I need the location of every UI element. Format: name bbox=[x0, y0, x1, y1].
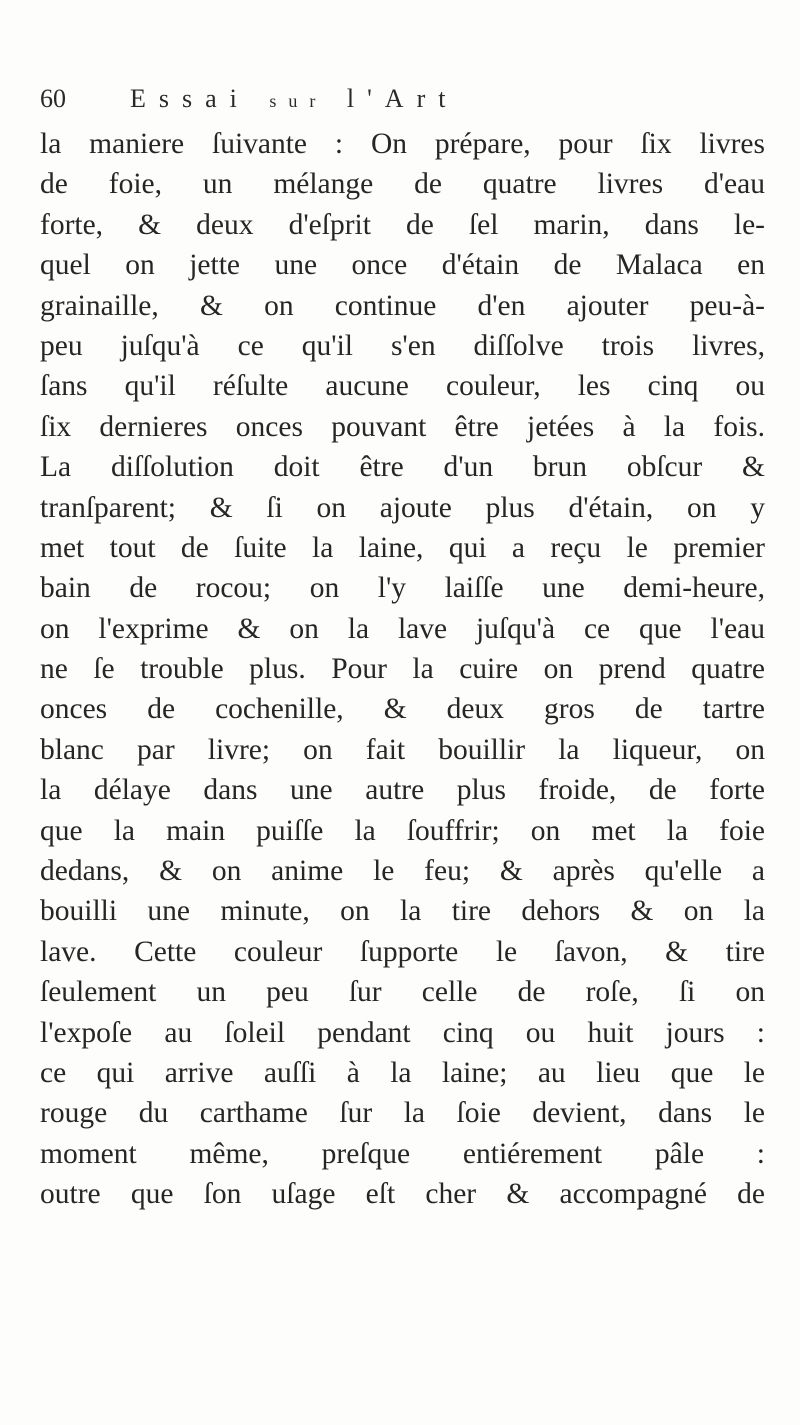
page-number: 60 bbox=[40, 84, 66, 113]
text-line: on l'exprime & on la lave juſqu'à ce que l'eau bbox=[40, 612, 765, 645]
text-line: ſix dernieres onces pouvant être jetées à la fois. bbox=[40, 410, 765, 443]
text-line: forte, & deux d'eſprit de ſel marin, dans le- bbox=[40, 208, 765, 241]
text-line: ce qui arrive auſſi à la laine; au lieu que le bbox=[40, 1056, 765, 1089]
text-line: la maniere ſuivante : On prépare, pour ſix livres bbox=[40, 128, 765, 160]
text-line: blanc par livre; on fait bouillir la liqueur, on bbox=[40, 733, 765, 766]
body-text bbox=[40, 124, 765, 1215]
running-title bbox=[130, 84, 458, 114]
text-line: grainaille, & on continue d'en ajouter peu-à- bbox=[40, 289, 765, 322]
text-line: outre que ſon uſage eſt cher & accompagné de bbox=[40, 1178, 765, 1211]
title-word-art: l'Art bbox=[346, 84, 459, 113]
text-line: dedans, & on anime le feu; & après qu'elle a bbox=[40, 855, 765, 888]
text-line: lave. Cette couleur ſupporte le ſavon, & tire bbox=[40, 935, 765, 968]
text-line: quel on jette une once d'étain de Malaca en bbox=[40, 249, 765, 282]
text-line: bain de rocou; on l'y laiſſe une demi-heure, bbox=[40, 572, 765, 605]
text-line: La diſſolution doit être d'un brun obſcur & bbox=[40, 451, 765, 484]
title-word-essai: Essai bbox=[130, 84, 250, 113]
text-line: ne ſe trouble plus. Pour la cuire on prend quatre bbox=[40, 653, 765, 686]
running-header bbox=[40, 84, 760, 124]
text-line: peu juſqu'à ce qu'il s'en diſſolve trois livres, bbox=[40, 329, 765, 362]
text-line: la délaye dans une autre plus froide, de forte bbox=[40, 774, 765, 807]
text-line: tranſparent; & ſi on ajoute plus d'étain, on y bbox=[40, 491, 765, 524]
text-line: rouge du carthame ſur la ſoie devient, dans le bbox=[40, 1097, 765, 1130]
text-line: bouilli une minute, on la tire dehors & on la bbox=[40, 895, 765, 928]
text-line: l'expoſe au ſoleil pendant cinq ou huit jours : bbox=[40, 1016, 765, 1049]
text-line: ſeulement un peu ſur celle de roſe, ſi on bbox=[40, 976, 765, 1009]
text-line: met tout de ſuite la laine, qui a reçu le premier bbox=[40, 531, 765, 564]
text-line: que la main puiſſe la ſouffrir; on met la foie bbox=[40, 814, 765, 847]
text-line: onces de cochenille, & deux gros de tartre bbox=[40, 693, 765, 726]
title-word-sur: sur bbox=[269, 91, 328, 111]
text-line: de foie, un mélange de quatre livres d'eau bbox=[40, 168, 765, 201]
text-line: moment même, preſque entiérement pâle : bbox=[40, 1137, 765, 1170]
text-line: ſans qu'il réſulte aucune couleur, les cinq ou bbox=[40, 370, 765, 403]
